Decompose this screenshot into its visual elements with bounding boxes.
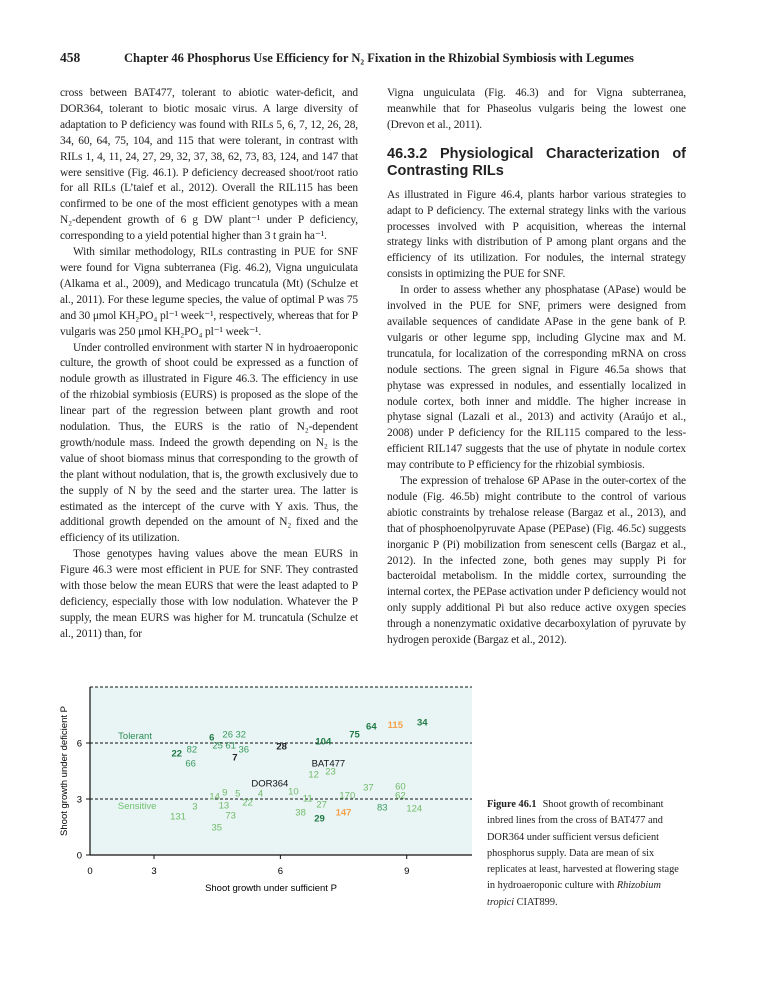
data-point-label: 35: [211, 822, 223, 834]
data-point-label: 124: [406, 803, 423, 815]
data-point-label: 104: [315, 736, 332, 748]
data-point-label: 13: [218, 800, 230, 812]
data-point-label: 37: [363, 782, 374, 794]
data-point-label: 11: [302, 793, 313, 805]
data-point-label: 6: [209, 732, 215, 744]
data-point-label: 147: [335, 807, 352, 819]
y-tick-label: 0: [76, 850, 82, 862]
data-point-label: 22: [171, 748, 183, 760]
section-heading: 46.3.2 Physiological Characterization of Contrasting RILs: [387, 145, 686, 179]
x-tick-label: 9: [404, 866, 410, 877]
x-axis-label: Shoot growth under sufficient P: [205, 883, 337, 894]
data-point-label: 82: [186, 744, 198, 756]
paragraph: With similar methodology, RILs contrasting in PUE for SNF were found for Vigna subterranea (Fig. 46.2), Vigna unguiculata (Alkama et al., 2009), and Medicago truncatula (Mt) (Schulze et al., 2011). For these legume species, the value of optimal P was 75 and 30 μmol KH₂PO₄ pl⁻¹ week⁻¹, respectively, whereas that for P vulgaris was 250 μmol KH₂PO₄ pl⁻¹ week⁻¹.: [60, 246, 358, 338]
data-point-label: 38: [295, 807, 306, 819]
plot-background: [90, 687, 472, 855]
data-point-label: 4: [257, 788, 264, 800]
data-point-label: 62: [395, 790, 406, 802]
caption-italic: Rhizobium tropici: [487, 880, 661, 908]
annotation-label: Tolerant: [118, 731, 152, 743]
data-point-label: 28: [276, 741, 287, 753]
x-tick-label: 6: [277, 866, 284, 877]
data-point-label: 14: [209, 791, 220, 803]
data-point-label: 10: [288, 786, 299, 798]
x-tick-label: 0: [87, 866, 93, 877]
data-point-label: 32: [235, 729, 247, 741]
paragraph: In order to assess whether any phosphatase (APase) would be involved in the PUE for SNF, primers were designed from available sequences of candidate APase in the gene bank of P. vulgaris or other legume spp, including Glycine max and M. truncatula, for localization of the corresponding mRNA on cross nodule sections. The green signal in Figure 46.5a shows that phytase was expressed in nodules, and essentially localized in nodule cortex, both inner and middle. The higher increase in phytase signal (Lazali et al., 2013) and activity (Araújo et al., 2008) under P deficiency for the RIL115 compared to the less-efficient RIL147 suggests that the use of phytate in nodule cortex may contribute to P efficiency for the rhizobial symbiosis.: [387, 284, 686, 472]
data-point-label: 115: [387, 719, 404, 731]
data-point-label: 3: [192, 801, 198, 813]
paragraph: As illustrated in Figure 46.4, plants harbor various strategies to adapt to P deficiency. The external strategy links with the various processes involved with P acquisition, whereas the internal strategy links with distribution of P among plant organs and the efficiency of its utilization. For nodules, the internal strategy consists in optimizing the PUE for SNF.: [387, 188, 686, 281]
scatter-plot: [0, 670, 480, 900]
data-point-label: 60: [395, 781, 406, 793]
x-tick-label: 3: [151, 866, 157, 877]
chapter-title: Chapter 46 Phosphorus Use Efficiency for N₂ Fixation in the Rhizobial Symbiosis with Legumes: [124, 51, 634, 65]
page-number: 458: [60, 50, 81, 65]
caption-text: Shoot growth of recombinant inbred lines from the cross of BAT477 and DOR364 under sufficient versus deficient phosphorus supply. Data are mean of six replicates at least, harvested at flowering stage in hydroaeroponic culture with: [487, 799, 679, 892]
caption-label: Figure 46.1: [487, 799, 537, 810]
data-point-label: 9: [222, 787, 228, 799]
paragraph: Those genotypes having values above the mean EURS in Figure 46.3 were most efficient in PUE for SNF. They contrasted with those below the mean EURS that were the least adapted to P deficiency, especially those with low nodulation. Whatever the P supply, the mean EURS was higher for M. truncatula (Schulze et al., 2011) than, for: [60, 548, 358, 640]
data-point-label: 26: [222, 729, 234, 741]
left-column: [60, 86, 358, 643]
y-tick-label: 6: [76, 738, 82, 750]
data-point-label: 23: [325, 766, 336, 778]
figure-46-1-chart: [0, 670, 480, 900]
paragraph: cross between BAT477, tolerant to abiotic water-deficit, and DOR364, tolerant to biotic mosaic virus. A large diversity of adaptation to P deficiency was found with RILs 5, 6, 7, 12, 26, 28, 34, 60, 64, 75, 104, and 115 that were tolerant, in contrast with RILs 1, 4, 11, 24, 27, 29, 32, 37, 38, 62, 73, 83, 124, and 147 that were sensitive (Fig. 46.1). P deficiency decreased shoot/root ratio for all RILs (L’taief et al., 2012). Overall the RIL115 has been confirmed to be one of the most efficient genotypes with a mean N₂-dependent growth of 6 g DW plant⁻¹ under P deficiency, corresponding to a yield potential higher than 3 t grain ha⁻¹.: [60, 87, 358, 243]
right-column: [387, 86, 686, 649]
annotation-label: BAT477: [311, 758, 346, 770]
data-point-label: 64: [366, 721, 377, 733]
data-point-label: 7: [232, 752, 238, 764]
data-point-label: 25: [212, 740, 223, 752]
data-point-label: 170: [339, 790, 356, 802]
paragraph: Vigna unguiculata (Fig. 46.3) and for Vigna subterranea, meanwhile that for Phaseolus vulgaris being the lowest one (Drevon et al., 2011).: [387, 87, 686, 131]
caption-tail: CIAT899.: [514, 896, 558, 908]
paragraph: Under controlled environment with starter N in hydroaeroponic culture, the growth of shoot could be expressed as a function of nodule growth as illustrated in Figure 46.3. The efficiency in use of the rhizobial symbiosis (EURS) is proposed as the slope of the linear part of the regression between plant growth and root nodulation. Thus, the EURS is the ratio of N₂-dependent growth/nodule mass. Indeed the growth depending on N₂ is the value of shoot biomass minus that corresponding to the growth of the plant without nodulation, that is, the growth exclusively due to the supply of N by the seed and the starter urea. The latter is estimated as the intercept of the curve with Y axis. Thus, the additional growth depended on the amount of N₂ fixed and the efficiency of its utilization.: [60, 341, 358, 545]
data-point-label: 75: [349, 729, 360, 741]
data-point-label: 73: [225, 810, 236, 822]
data-point-label: 66: [185, 758, 196, 770]
data-point-label: 36: [238, 744, 250, 756]
annotation-label: DOR364: [251, 778, 289, 790]
y-axis-label: Shoot growth under deficient P: [59, 706, 70, 836]
data-point-label: 12: [308, 769, 319, 781]
paragraph: The expression of trehalose 6P APase in the outer-cortex of the nodule (Fig. 46.5b) might contribute to the control of various abiotic constraints by trehalose release (Bargaz et al., 2013), and that of phosphoenolpyruvate Apase (PEPase) (Fig. 46.5c) suggests inorganic P (Pi) mobilization from senescent cells (Bargaz et al., 2012). In the infected zone, both genes may supply Pi for bacteroidal metabolism. In the middle cortex, surrounding the internal cortex, the PEPase activation under P deficiency would not only supply additional Pi but also reduce active oxygen species through a nonenzymatic oxidative decarboxylation of pyruvate by hydrogen peroxide (Bargaz et al., 2012).: [387, 475, 686, 647]
data-point-label: 22: [242, 797, 253, 809]
data-point-label: 27: [316, 799, 327, 811]
annotation-label: Sensitive: [117, 801, 157, 813]
data-point-label: 34: [417, 717, 428, 729]
data-point-label: 131: [170, 811, 186, 823]
data-point-label: 5: [235, 788, 241, 800]
figure-caption: [487, 797, 687, 911]
data-point-label: 61: [225, 740, 236, 752]
y-tick-label: 3: [76, 794, 82, 806]
data-point-label: 83: [377, 802, 388, 814]
data-point-label: 29: [314, 813, 325, 825]
